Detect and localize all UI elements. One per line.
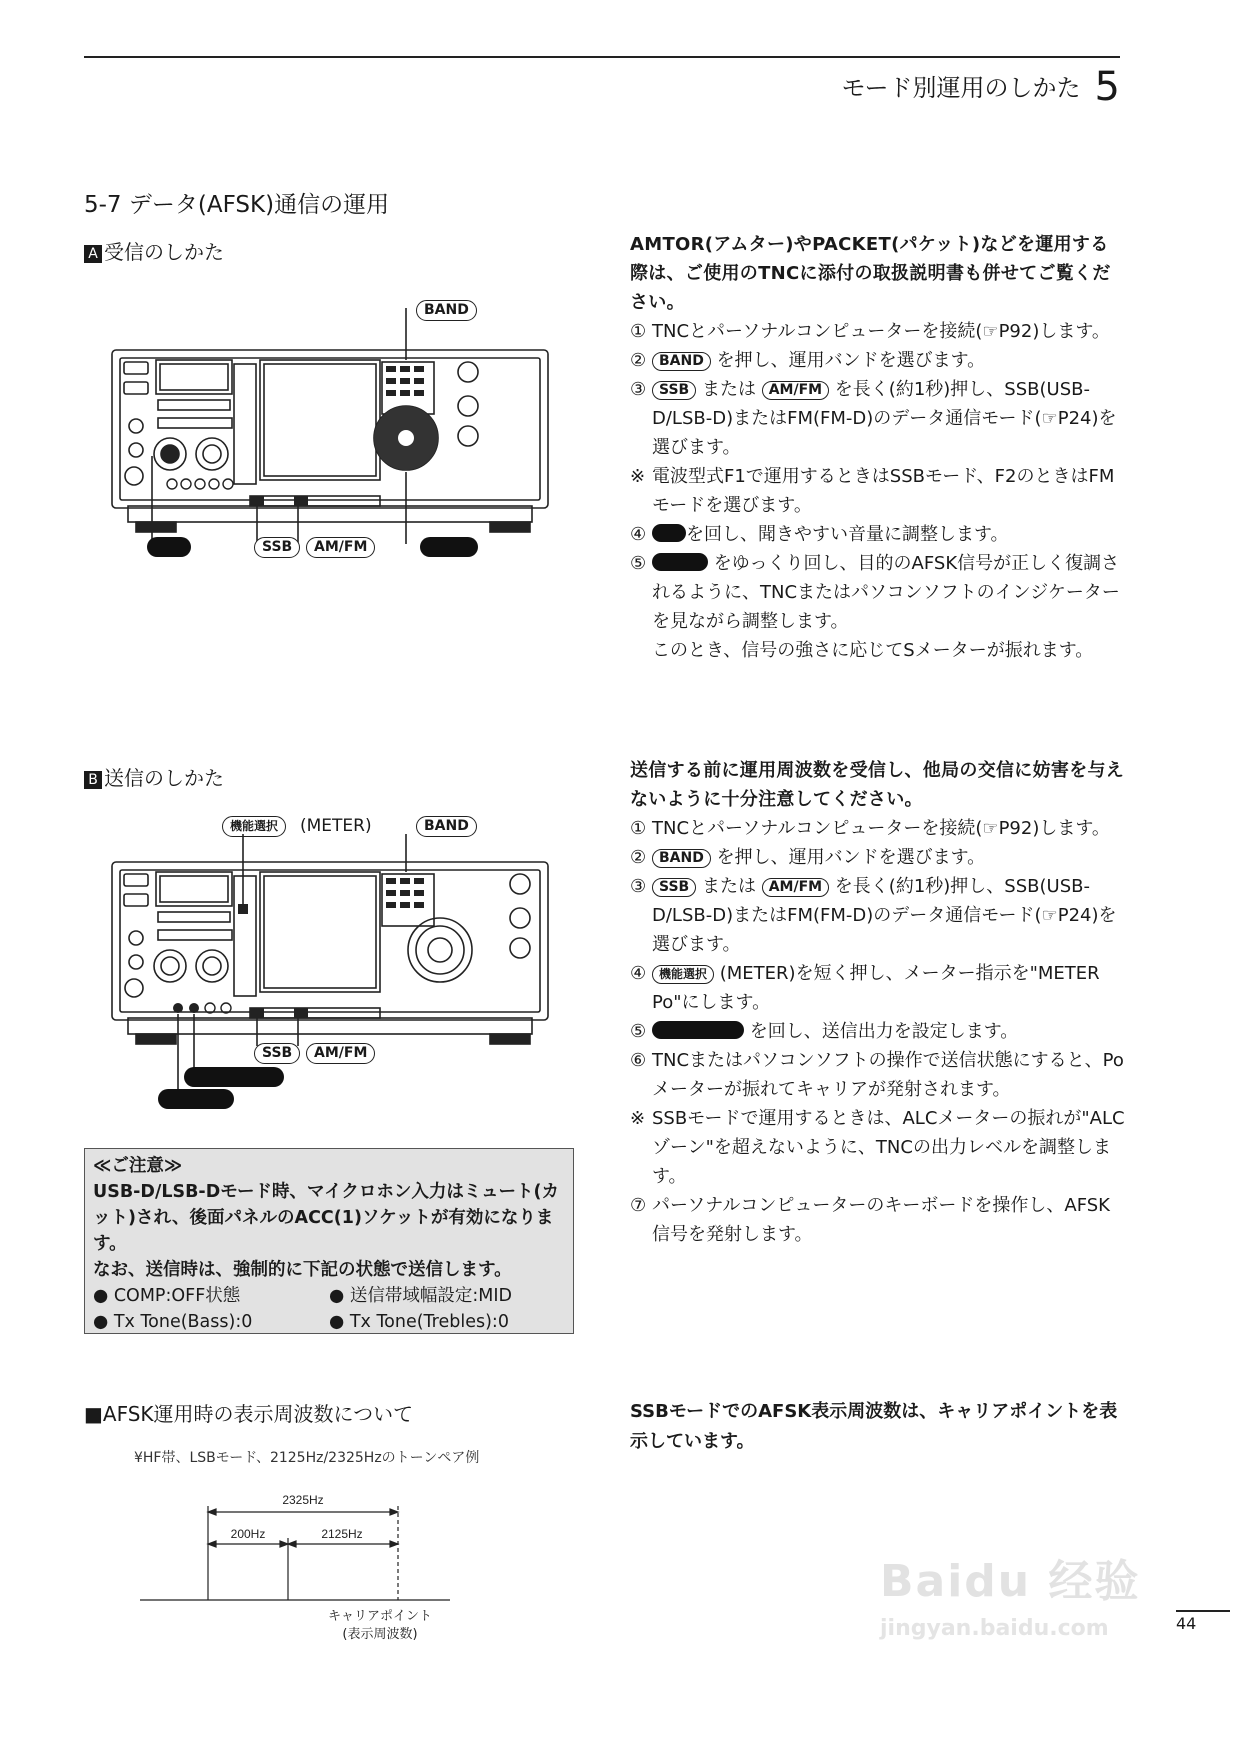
ssb-key: SSB	[652, 878, 696, 897]
receive-radio-diagram	[100, 296, 560, 558]
receive-letter: A	[84, 245, 102, 263]
receive-heading	[84, 236, 224, 265]
receive-intro: AMTOR(アムター)やPACKET(パケット)などを運用する際は、ご使用のTNCに添付の取扱説明書も併せてご覧ください。	[630, 234, 1111, 313]
amfm-key: AM/FM	[762, 381, 829, 400]
receive-step-1: ① TNCとパーソナルコンピューターを接続(☞P92)します。	[630, 321, 1110, 342]
band-key: BAND	[652, 352, 711, 371]
receive-af-knob-label	[147, 537, 191, 557]
transmit-amfm-key: AM/FM	[306, 1043, 375, 1064]
transmit-ssb-key: SSB	[254, 1043, 300, 1064]
transmit-step-4: ④ 機能選択 (METER)を短く押し、メーター指示を"METER Po"にします。	[630, 963, 1100, 1013]
function-select-key: 機能選択	[652, 965, 714, 984]
afsk-caption: ¥HF帯、LSBモード、2125Hz/2325Hzのトーンペア例	[134, 1450, 480, 1466]
watermark-logo: Baidu 经验	[880, 1556, 1141, 1607]
receive-step-4: ④ を回し、聞きやすい音量に調整します。	[630, 524, 1009, 545]
receive-amfm-key: AM/FM	[306, 537, 375, 558]
afsk-2125hz-label: 2125Hz	[321, 1527, 363, 1541]
afsk-frequency-diagram	[130, 1486, 470, 1646]
caution-box	[84, 1148, 574, 1334]
caution-body-2: なお、送信時は、強制的に下記の状態で送信します。	[93, 1260, 512, 1280]
afsk-200hz-label: 200Hz	[230, 1527, 266, 1541]
page-number: 44	[1176, 1614, 1197, 1633]
afsk-total-label: 2325Hz	[282, 1493, 324, 1507]
transmit-func-key: 機能選択	[222, 816, 286, 837]
transmit-mic-gain-label	[158, 1089, 234, 1109]
receive-note: ※ 電波型式F1で運用するときはSSBモード、F2のときはFMモードを選びます。	[630, 466, 1115, 516]
band-key: BAND	[652, 849, 711, 868]
transmit-step-6: ⑥ TNCまたはパソコンソフトの操作で送信状態にすると、Poメーターが振れてキャリアが発射されます。	[630, 1050, 1124, 1100]
transmit-instructions	[630, 756, 1125, 1249]
transmit-band-key: BAND	[416, 816, 477, 837]
transmit-rf-power-label	[184, 1067, 284, 1087]
af-knob-pill	[652, 524, 686, 542]
receive-step-5-note: このとき、信号の強さに応じてSメーターが振れます。	[652, 640, 1094, 661]
transmit-heading	[84, 762, 224, 791]
receive-step-3: ③ SSB または AM/FM を長く(約1秒)押し、SSB(USB-D/LSB-D)またはFM(FM-D)のデータ通信モード(☞P24)を選びます。	[630, 379, 1117, 458]
caution-conditions-row-2: ● Tx Tone(Bass):0 ● Tx Tone(Trebles):0	[93, 1312, 509, 1332]
afsk-title: ■AFSK運用時の表示周波数について	[84, 1402, 414, 1426]
chapter-number: 5	[1094, 64, 1120, 110]
receive-step-5: ⑤ をゆっくり回し、目的のAFSK信号が正しく復調されるように、TNCまたはパソコンソフトのインジケーターを見ながら調整します。	[630, 553, 1120, 632]
receive-ssb-key: SSB	[254, 537, 300, 558]
page-number-rule	[1176, 1610, 1230, 1612]
rf-power-pill	[652, 1021, 744, 1039]
transmit-title: 送信のしかた	[104, 766, 224, 790]
caution-conditions-row-1: ● COMP:OFF状態 ● 送信帯域幅設定:MID	[93, 1286, 512, 1306]
transmit-note: ※ SSBモードで運用するときは、ALCメーターの振れが"ALCゾーン"を超えないように、TNCの出力レベルを調整します。	[630, 1108, 1125, 1187]
chapter-header	[0, 64, 1120, 110]
ssb-key: SSB	[652, 381, 696, 400]
section-title: 5-7 データ(AFSK)通信の運用	[84, 192, 390, 218]
receive-twin-pbt-label	[420, 537, 478, 557]
receive-title: 受信のしかた	[104, 240, 224, 264]
afsk-carrier-label: キャリアポイント	[327, 1609, 433, 1624]
tuning-knob-pill	[652, 553, 708, 571]
transmit-step-5: ⑤ を回し、送信出力を設定します。	[630, 1021, 1019, 1042]
caution-body: USB-D/LSB-Dモード時、マイクロホン入力はミュート(カット)され、後面パネルのACC(1)ソケットが有効になります。	[93, 1182, 559, 1254]
transmit-intro: 送信する前に運用周波数を受信し、他局の交信に妨害を与えないように十分注意してください。	[630, 760, 1125, 810]
receive-band-key: BAND	[416, 300, 477, 321]
caution-title: ≪ご注意≫	[93, 1156, 183, 1176]
header-rule	[84, 56, 1120, 58]
transmit-step-7: ⑦ パーソナルコンピューターのキーボードを操作し、AFSK信号を発射します。	[630, 1195, 1110, 1245]
afsk-explanation: SSBモードでのAFSK表示周波数は、キャリアポイントを表示しています。	[630, 1401, 1118, 1452]
transmit-meter-label: (METER)	[300, 816, 372, 836]
transmit-step-1: ① TNCとパーソナルコンピューターを接続(☞P92)します。	[630, 818, 1110, 839]
transmit-step-2: ② BAND を押し、運用バンドを選びます。	[630, 847, 986, 868]
receive-step-2: ② BAND を押し、運用バンドを選びます。	[630, 350, 986, 371]
transmit-step-3: ③ SSB または AM/FM を長く(約1秒)押し、SSB(USB-D/LSB-D)またはFM(FM-D)のデータ通信モード(☞P24)を選びます。	[630, 876, 1117, 955]
amfm-key: AM/FM	[762, 878, 829, 897]
chapter-title: モード別運用のしかた	[841, 74, 1081, 102]
transmit-letter: B	[84, 771, 102, 789]
watermark-url: jingyan.baidu.com	[880, 1616, 1109, 1641]
afsk-carrier-sub: (表示周波数)	[342, 1627, 418, 1642]
receive-instructions	[630, 230, 1125, 665]
